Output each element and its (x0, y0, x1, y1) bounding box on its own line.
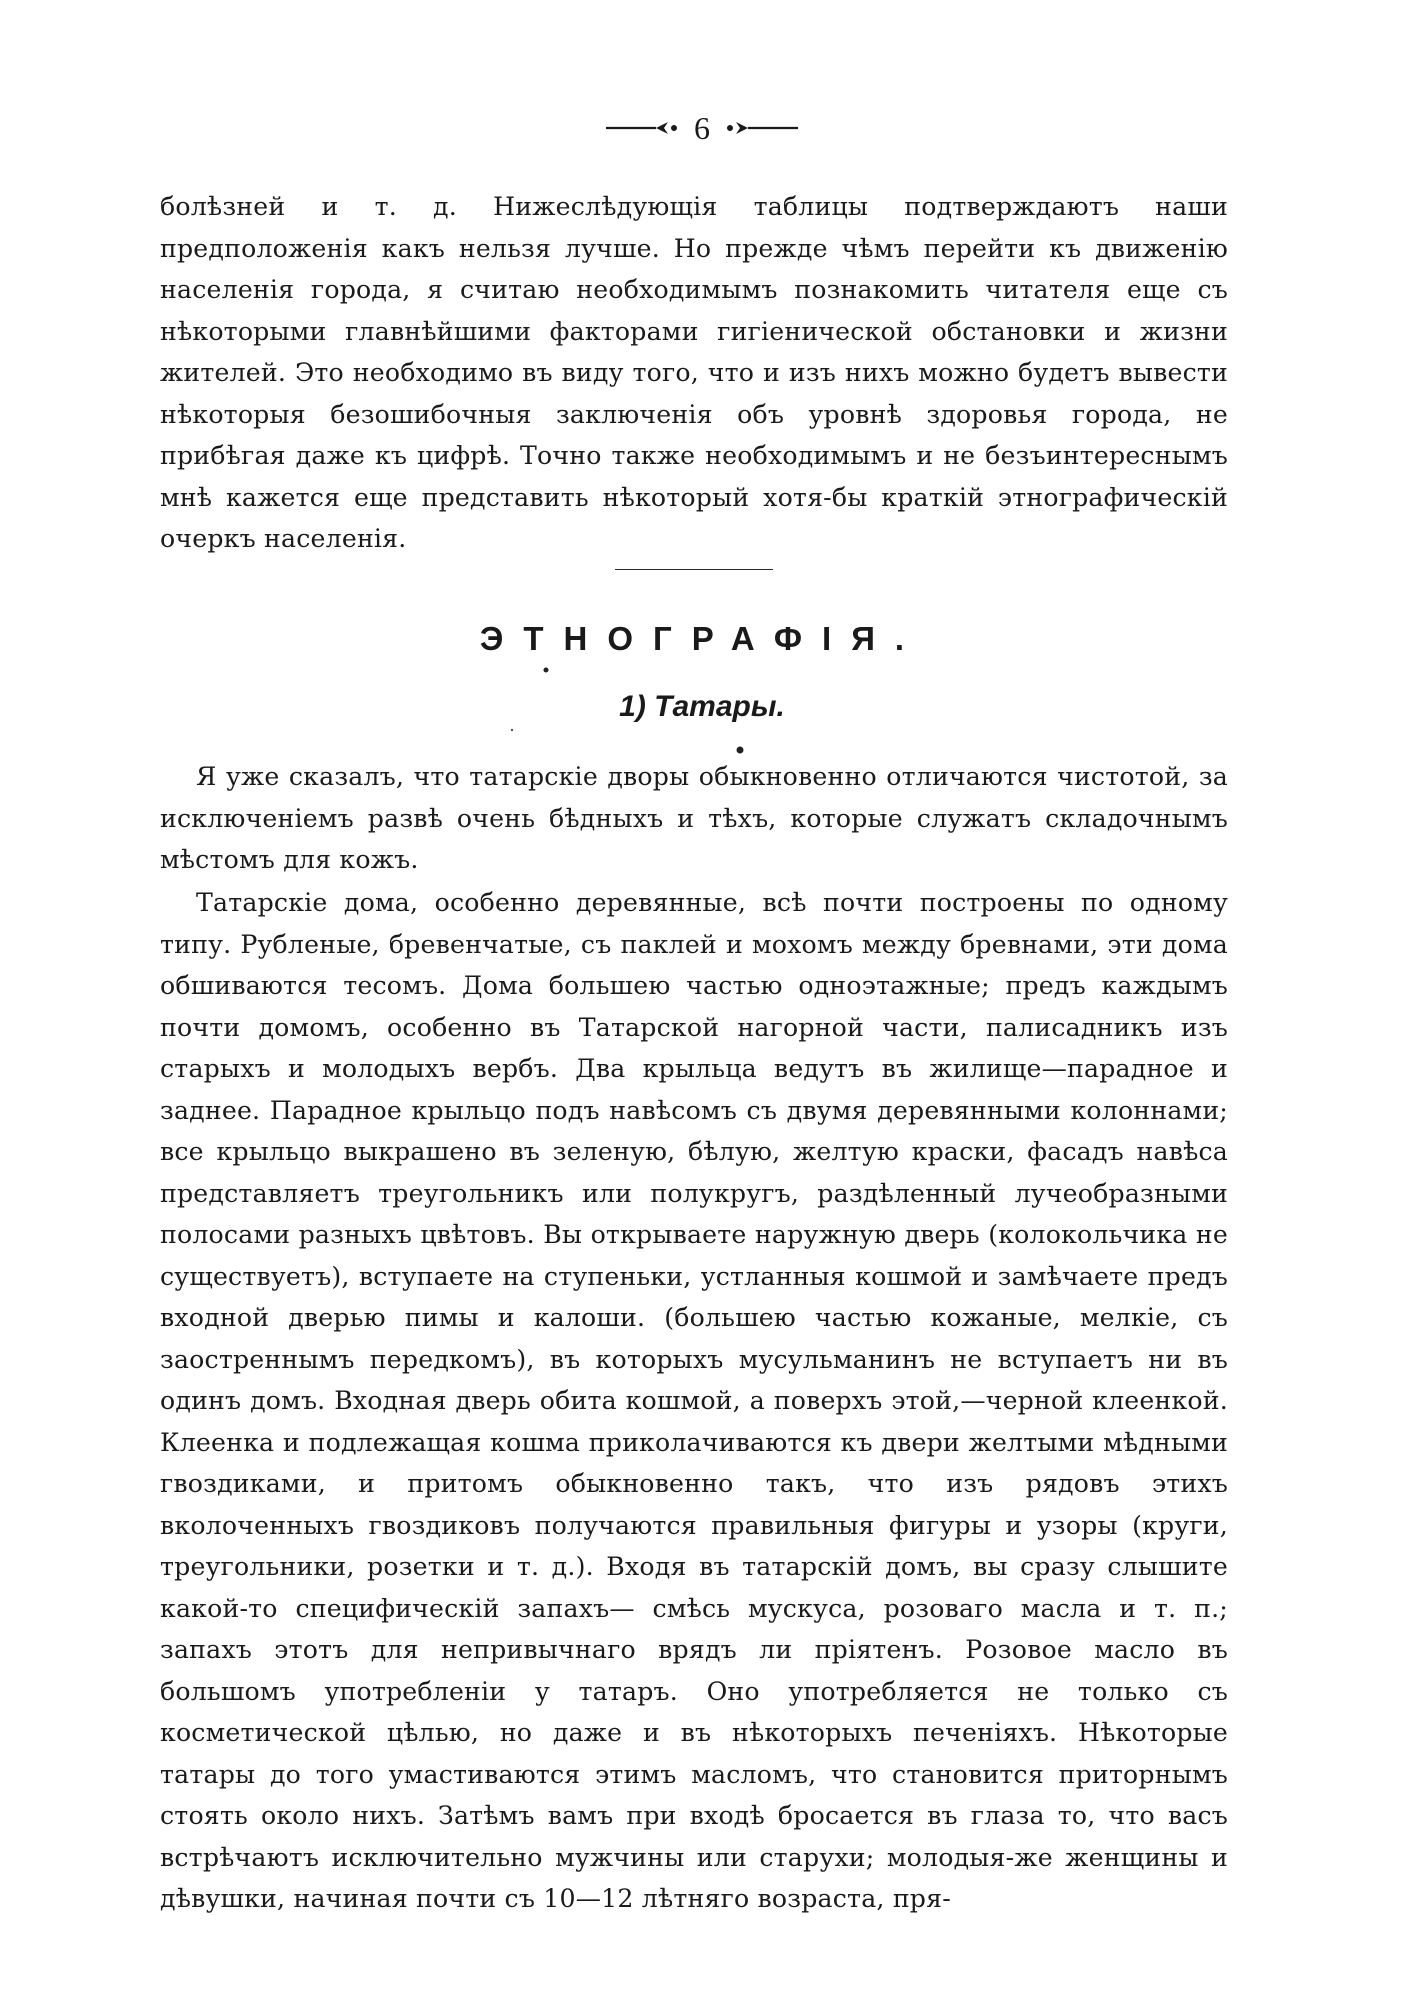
body-paragraph: Я уже сказалъ, что татарскіе дворы обыкновенно отличаются чистотой, за исключеніемъ развѣ очень бѣдныхъ и тѣхъ, которые служатъ складочнымъ мѣстомъ для кожъ. (160, 762, 1228, 874)
body-paragraph: Татарскіе дома, особенно деревянные, всѣ почти построены по одному типу. Рубленые, бревенчатые, съ паклей и мохомъ между бревнами, эти дома обшиваются тесомъ. Дома большею частью одноэтажные; предъ каждымъ почти домомъ, особенно въ Татарской нагорной части, палисадникъ изъ старыхъ и молодыхъ вербъ. Два крыльца ведутъ въ жилище—парадное и заднее. Парадное крыльцо подъ навѣсомъ съ двумя деревянными колоннами; все крыльцо выкрашено въ зеленую, бѣлую, желтую краски, фасадъ навѣса представляетъ треугольникъ или полукругъ, раздѣленный лучеобразными полосами разныхъ цвѣтовъ. Вы открываете наружную дверь (колокольчика не существуетъ), вступаете на ступеньки, устланныя кошмой и замѣчаете предъ входной дверью пимы и калоши. (большею частью кожаные, мелкіе, съ заостреннымъ передкомъ), въ которыхъ мусульманинъ не вступаетъ ни въ одинъ домъ. Входная дверь обита кошмой, а поверхъ этой,—черной клеенкой. Клеенка и подлежащая кошма приколачиваются къ двери желтыми мѣдными гвоздиками, и притомъ обыкновенно такъ, что изъ рядовъ этихъ вколоченныхъ гвоздиковъ получаются правильныя фигуры и узоры (круги, треугольники, розетки и т. д.). Входя въ татарскій домъ, вы сразу слышите какой-то специфическій запахъ— смѣсь мускуса, розоваго масла и т. п.; запахъ этотъ для непривычнаго врядъ ли пріятенъ. Розовое масло въ большомъ употребленіи у татаръ. Оно употребляется не только съ косметической цѣлью, но даже и въ нѣкоторыхъ печеніяхъ. Нѣкоторые татары до того умастиваются этимъ масломъ, что становится приторнымъ стоять около нихъ. Затѣмъ вамъ при входѣ бросается въ глаза то, что васъ встрѣчаютъ исключительно мужчины или старухи; молодыя-же женщины и дѣвушки, начиная почти съ 10—12 лѣтняго возраста, пря- (160, 888, 1228, 1913)
intro-paragraph: болѣзней и т. д. Нижеслѣдующія таблицы подтверждаютъ наши предположенія какъ нельзя лучше. Но прежде чѣмъ перейти къ движенію населенія города, я считаю необходимымъ познакомить читателя еще съ нѣкоторыми главнѣйшими факторами гигіенической обстановки и жизни жителей. Это необходимо въ виду того, что и изъ нихъ можно будетъ вывести нѣкоторыя безошибочныя заключенія объ уровнѣ здоровья города, не прибѣгая даже къ цифрѣ. Точно также необходимымъ и не безъинтереснымъ мнѣ кажется еще представить нѣкоторый хотя-бы краткій этнографическій очеркъ населенія. (160, 192, 1228, 553)
page-number: 6 (694, 110, 710, 146)
right-ornament-icon (724, 118, 798, 138)
section-title: ЭТНОГРАФІЯ. (479, 620, 925, 657)
left-ornament-icon (606, 118, 680, 138)
page-header (0, 112, 1404, 144)
section-divider (615, 569, 773, 570)
subsection-title: 1) Татары. (619, 690, 785, 723)
